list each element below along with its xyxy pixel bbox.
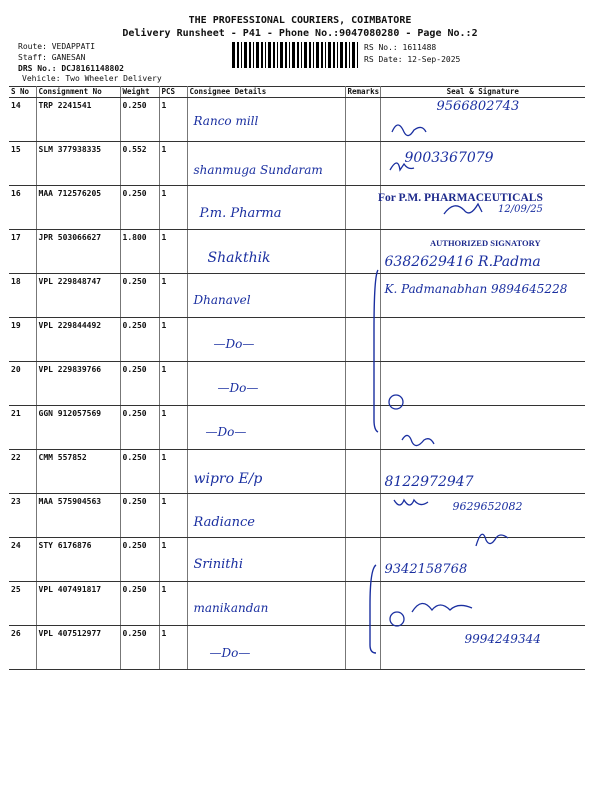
cell-weight: 0.250 — [120, 450, 159, 494]
cell-seal — [380, 318, 585, 362]
cell-sno: 21 — [9, 406, 36, 450]
cell-consignee — [187, 450, 345, 494]
cell-seal — [380, 538, 585, 582]
company-stamp — [378, 192, 578, 248]
cell-consignee — [187, 274, 345, 318]
cell-weight: 0.552 — [120, 142, 159, 186]
cell-weight: 0.250 — [120, 362, 159, 406]
cell-consignee — [187, 538, 345, 582]
cell-sno: 16 — [9, 186, 36, 230]
consignee-handwriting: Srinithi — [193, 557, 244, 572]
cell-weight: 0.250 — [120, 626, 159, 670]
cell-weight: 0.250 — [120, 538, 159, 582]
cell-consignee — [187, 186, 345, 230]
cell-seal — [380, 274, 585, 318]
cell-pcs: 1 — [159, 186, 187, 230]
cell-sno: 23 — [9, 494, 36, 538]
seal-handwriting: 9342158768 — [384, 562, 468, 577]
col-weight: Weight — [120, 87, 159, 98]
cell-consignment: JPR 503066627 — [36, 230, 120, 274]
cell-weight: 0.250 — [120, 274, 159, 318]
rs-date: RS Date: 12-Sep-2025 — [364, 55, 461, 64]
cell-consignee — [187, 582, 345, 626]
cell-consignment: VPL 229844492 — [36, 318, 120, 362]
cell-consignee — [187, 626, 345, 670]
consignee-handwriting: Dhanavel — [193, 293, 251, 307]
cell-consignment: SLM 377938335 — [36, 142, 120, 186]
cell-sno: 25 — [9, 582, 36, 626]
consignee-handwriting: manikandan — [193, 601, 269, 615]
cell-weight: 0.250 — [120, 318, 159, 362]
cell-weight: 0.250 — [120, 186, 159, 230]
cell-weight: 0.250 — [120, 406, 159, 450]
cell-consignment: MAA 575904563 — [36, 494, 120, 538]
cell-pcs: 1 — [159, 406, 187, 450]
cell-remarks — [345, 494, 380, 538]
staff-label: Staff: GANESAN — [18, 53, 86, 62]
seal-handwriting: K. Padmanabhan 9894645228 — [384, 282, 568, 296]
seal-handwriting: 9629652082 — [452, 500, 523, 513]
consignee-handwriting: —Do— — [205, 425, 247, 439]
cell-sno: 14 — [9, 98, 36, 142]
cell-consignment: VPL 407491817 — [36, 582, 120, 626]
table-row — [9, 626, 585, 670]
cell-remarks — [345, 538, 380, 582]
table-row — [9, 538, 585, 582]
table-row — [9, 274, 585, 318]
cell-sno: 18 — [9, 274, 36, 318]
table-row — [9, 362, 585, 406]
cell-consignee — [187, 142, 345, 186]
cell-remarks — [345, 582, 380, 626]
cell-sno: 17 — [9, 230, 36, 274]
cell-remarks — [345, 318, 380, 362]
cell-consignee — [187, 318, 345, 362]
table-header — [9, 87, 585, 98]
cell-consignment: TRP 2241541 — [36, 98, 120, 142]
cell-consignment: VPL 229848747 — [36, 274, 120, 318]
cell-remarks — [345, 186, 380, 230]
drs-number: DRS No.: DCJ8161148802 — [18, 64, 124, 73]
cell-weight: 1.800 — [120, 230, 159, 274]
cell-consignment: GGN 912057569 — [36, 406, 120, 450]
cell-pcs: 1 — [159, 538, 187, 582]
consignee-handwriting: —Do— — [217, 381, 259, 395]
col-seal: Seal & Signature — [380, 87, 585, 98]
cell-seal — [380, 362, 585, 406]
cell-remarks — [345, 230, 380, 274]
seal-handwriting: 8122972947 — [384, 474, 474, 490]
col-consignment: Consignment No — [36, 87, 120, 98]
col-remarks: Remarks — [345, 87, 380, 98]
cell-consignee — [187, 362, 345, 406]
runsheet-table — [9, 86, 585, 670]
cell-consignee — [187, 406, 345, 450]
table-row — [9, 582, 585, 626]
cell-weight: 0.250 — [120, 98, 159, 142]
cell-sno: 15 — [9, 142, 36, 186]
cell-remarks — [345, 450, 380, 494]
cell-seal — [380, 626, 585, 670]
stamp-date: 12/09/25 — [498, 204, 543, 215]
cell-pcs: 1 — [159, 142, 187, 186]
consignee-handwriting: Radiance — [193, 515, 255, 530]
consignee-handwriting: P.m. Pharma — [199, 206, 282, 221]
cell-remarks — [345, 98, 380, 142]
consignee-handwriting: —Do— — [213, 337, 255, 351]
seal-handwriting: 9994249344 — [464, 632, 541, 646]
cell-remarks — [345, 626, 380, 670]
consignee-handwriting: —Do— — [209, 646, 251, 660]
cell-seal — [380, 450, 585, 494]
cell-consignment: CMM 557852 — [36, 450, 120, 494]
rs-number: RS No.: 1611488 — [364, 43, 437, 52]
table-row — [9, 494, 585, 538]
cell-consignee — [187, 230, 345, 274]
cell-remarks — [345, 142, 380, 186]
cell-remarks — [345, 274, 380, 318]
col-sno: S No — [9, 87, 36, 98]
cell-pcs: 1 — [159, 494, 187, 538]
cell-weight: 0.250 — [120, 494, 159, 538]
cell-seal — [380, 142, 585, 186]
table-row — [9, 450, 585, 494]
cell-sno: 22 — [9, 450, 36, 494]
cell-pcs: 1 — [159, 230, 187, 274]
route-label: Route: VEDAPPATI — [18, 42, 96, 51]
cell-seal — [380, 406, 585, 450]
table-row — [9, 98, 585, 142]
stamp-company-name: For P.M. PHARMACEUTICALS — [378, 192, 543, 204]
cell-pcs: 1 — [159, 362, 187, 406]
vehicle-label: Vehicle: Two Wheeler Delivery — [22, 74, 162, 83]
table-row — [9, 406, 585, 450]
col-consignee: Consignee Details — [187, 87, 345, 98]
cell-sno: 26 — [9, 626, 36, 670]
cell-pcs: 1 — [159, 626, 187, 670]
cell-seal — [380, 582, 585, 626]
cell-sno: 20 — [9, 362, 36, 406]
cell-weight: 0.250 — [120, 582, 159, 626]
cell-pcs: 1 — [159, 582, 187, 626]
cell-sno: 19 — [9, 318, 36, 362]
cell-remarks — [345, 406, 380, 450]
table-row — [9, 318, 585, 362]
cell-consignment: MAA 712576205 — [36, 186, 120, 230]
cell-seal — [380, 98, 585, 142]
seal-handwriting: 9003367079 — [404, 150, 494, 166]
consignee-handwriting: shanmuga Sundaram — [193, 163, 323, 177]
cell-pcs: 1 — [159, 318, 187, 362]
consignee-handwriting: Ranco mill — [193, 114, 259, 128]
consignee-handwriting: wipro E/p — [193, 471, 263, 487]
runsheet-subtitle: Delivery Runsheet - P41 - Phone No.:9047080280 - Page No.:2 — [122, 28, 478, 39]
cell-seal — [380, 494, 585, 538]
cell-sno: 24 — [9, 538, 36, 582]
cell-consignment: VPL 407512977 — [36, 626, 120, 670]
cell-pcs: 1 — [159, 450, 187, 494]
company-title: THE PROFESSIONAL COURIERS, COIMBATORE — [188, 15, 412, 26]
table-row — [9, 142, 585, 186]
stamp-signatory: AUTHORIZED SIGNATORY — [430, 238, 541, 248]
cell-consignment: STY 6176876 — [36, 538, 120, 582]
cell-consignee — [187, 98, 345, 142]
cell-remarks — [345, 362, 380, 406]
cell-pcs: 1 — [159, 274, 187, 318]
cell-consignment: VPL 229839766 — [36, 362, 120, 406]
consignee-handwriting: Shakthik — [207, 250, 271, 266]
cell-consignee — [187, 494, 345, 538]
col-pcs: PCS — [159, 87, 187, 98]
cell-pcs: 1 — [159, 98, 187, 142]
seal-handwriting: 6382629416 R.Padma — [384, 254, 541, 270]
seal-handwriting: 9566802743 — [436, 99, 520, 114]
barcode — [232, 42, 358, 68]
